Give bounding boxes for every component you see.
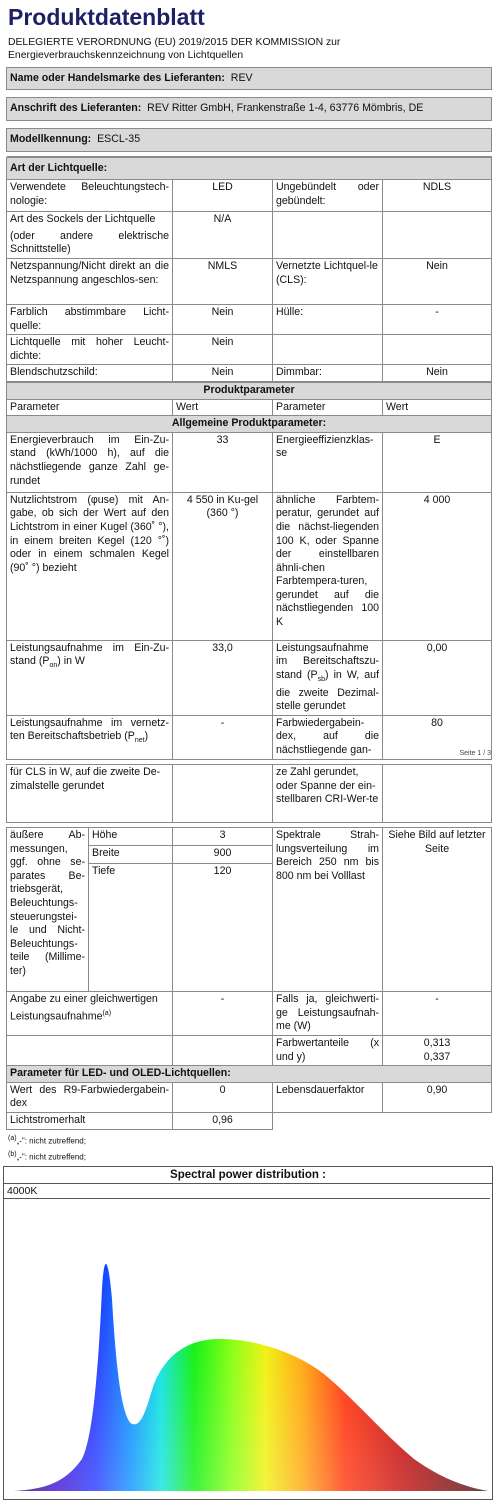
high-luminance-value: Nein: [173, 335, 273, 365]
cls-value: Nein: [383, 258, 492, 304]
spectral-value: Siehe Bild auf letzter Seite: [383, 828, 492, 992]
spd-title: Spectral power distribution :: [4, 1167, 492, 1184]
model-row: [7, 129, 492, 152]
dim-name-height: Höhe: [89, 828, 173, 846]
r9-label: Wert des R9-Farbwiedergabein-dex: [7, 1082, 173, 1112]
col-header-value: Wert: [173, 399, 273, 416]
dim-value-depth: 120: [173, 864, 273, 882]
product-params-table: [6, 382, 492, 760]
socket-label-2: (oder andere elektrische Schnittstelle): [10, 229, 169, 256]
tunable-value: Nein: [173, 304, 273, 334]
cri-value: 80: [383, 715, 492, 759]
power-standby-value: 0,00: [383, 640, 492, 715]
energy-label: Energieverbrauch im Ein-Zu-stand (kWh/1000 h), auf die nächstliegende ganze Zahl ge-rundet: [7, 432, 173, 492]
directional-value: NDLS: [383, 180, 492, 212]
cri-label: Farbwiedergabein-dex, auf die nächstliegende gan-: [273, 715, 383, 759]
cct-label: ähnliche Farbtem-peratur, gerundet auf die nächst-liegenden 100 K, oder Spanne der einstellbaren ähnli-chen Farbtempera-turen, gerundet auf die nächstliegenden 100 K: [273, 492, 383, 640]
survival-factor-value: 0,90: [383, 1082, 492, 1112]
dim-name-depth: Tiefe: [89, 864, 173, 882]
cri-cont-label: ze Zahl gerundet, oder Spanne der ein-stellbaren CRI-Wer-te: [273, 765, 383, 823]
tunable-label: Farblich abstimmbare Licht-quelle:: [7, 304, 173, 334]
page-number: Seite 1 / 3: [459, 750, 491, 757]
supplier-address-row: [7, 98, 492, 121]
page-1: [6, 0, 491, 760]
page-title: Produktdatenblatt: [8, 4, 205, 30]
equiv-power-label: Falls ja, gleichwerti-ge Leistungsaufnah-me (W): [273, 992, 383, 1036]
col-header-param: Parameter: [7, 399, 173, 416]
flux-value: 4 550 in Ku-gel (360 °): [173, 492, 273, 640]
supplier-name-value: REV: [230, 71, 253, 84]
chroma-value: [383, 1036, 492, 1066]
envelope-label: Hülle:: [273, 304, 383, 334]
cls-label: Vernetzte Lichtquel-le (CLS):: [273, 258, 383, 304]
spectral-label: Spektrale Strah-lungsverteilung im Bereich 250 nm bis 800 nm bei Volllast: [273, 828, 383, 992]
lumen-maintenance-value: 0,96: [173, 1112, 273, 1129]
col-header-param-2: Parameter: [273, 399, 383, 416]
energy-value: 33: [173, 432, 273, 492]
dim-name-width: Breite: [89, 846, 173, 864]
power-net-label: Leistungsaufnahme im vernetz-ten Bereitschaftsbetrieb $(P_{net})$: [7, 715, 173, 759]
dimmable-value: Nein: [383, 365, 492, 382]
equiv-power-value: -: [383, 992, 492, 1036]
page-2: [6, 764, 491, 1167]
survival-factor-label: Lebensdauerfaktor: [273, 1082, 383, 1112]
spectrum-graphic: [4, 1199, 492, 1497]
col-header-value-2: Wert: [383, 399, 492, 416]
power-net-value: -: [173, 715, 273, 759]
supplier-name-row: [7, 67, 492, 90]
intro-text: DELEGIERTE VERORDNUNG (EU) 2019/2015 DER KOMMISSION zur Energieverbrauchskennzeichnung von Lichtquellen: [8, 37, 341, 62]
flux-label: Nutzlichtstrom (φuse) mit An-gabe, ob sich der Wert auf den Lichtstrom in einer Kugel (360˚ °), in einem breiten Kegel (120 °˚) oder in einem schmalen Kegel (90˚ °) bezieht: [7, 492, 173, 640]
continued-table: [6, 764, 492, 1130]
socket-label: Art des Sockels der Lichtquelle: [10, 213, 156, 226]
general-params-header: Allgemeine Produktparameter:: [7, 416, 492, 433]
power-on-label: Leistungsaufnahme im Ein-Zu-stand $(P_{on})$ in W: [7, 640, 173, 715]
high-luminance-label: Lichtquelle mit hoher Leucht-dichte:: [7, 335, 173, 365]
dimmable-label: Dimmbar:: [273, 365, 383, 382]
supplier-name-label: Name oder Handelsmarke des Lieferanten:: [10, 71, 225, 84]
socket-value: N/A: [173, 212, 273, 259]
equiv-value: -: [173, 992, 273, 1036]
led-params-header: Parameter für LED- und OLED-Lichtquellen:: [7, 1066, 492, 1083]
glare-label: Blendschutzschild:: [7, 365, 173, 382]
mains-value: NMLS: [173, 258, 273, 304]
light-source-table: [6, 157, 492, 382]
dimensions-label: äußere Ab-messungen, ggf. ohne se-parates Be-triebsgerät, Beleuchtungs-steuerungstei-le und Nicht-Beleuchtungs-teile (Millime-ter): [7, 828, 89, 992]
r9-value: 0: [173, 1082, 273, 1112]
equiv-label: Angabe zu einer gleichwertigen Leistungsaufnahme$^{(a)}$: [7, 992, 173, 1036]
cct-value: 4 000: [383, 492, 492, 640]
supplier-address-label: Anschrift des Lieferanten:: [10, 102, 142, 115]
spd-cct-label: 4000K: [4, 1184, 490, 1199]
power-standby-label: Leistungsaufnahme im Bereitschaftszu-stand $(P_{sb})$ in W, auf die zweite Dezimal-stelle gerundet: [273, 640, 383, 715]
chroma-label: Farbwertanteile (x und y): [273, 1036, 383, 1066]
lumen-maintenance-label: Lichtstromerhalt: [7, 1112, 173, 1129]
envelope-value: -: [383, 304, 492, 334]
tech-value: LED: [173, 180, 273, 212]
model-value: ESCL-35: [97, 133, 141, 145]
net-cont-label: für CLS in W, auf die zweite De-zimalstelle gerundet: [7, 765, 173, 823]
directional-label: Ungebündelt oder gebündelt:: [273, 180, 383, 212]
chroma-x: 0,313: [423, 1037, 451, 1049]
efficiency-class-value: E: [383, 432, 492, 492]
product-params-header: Produktparameter: [7, 382, 492, 399]
spectral-power-distribution: [3, 1166, 493, 1500]
footnote-b: $^{(b)}$„-": nicht zutreffend;: [8, 1151, 86, 1162]
supplier-table: [6, 67, 492, 157]
footnote-a: $^{(a)}$„-": nicht zutreffend;: [8, 1134, 86, 1146]
efficiency-class-label: Energieeffizienzklas-se: [273, 432, 383, 492]
light-source-header: Art der Lichtquelle:: [7, 157, 492, 180]
supplier-address-value: REV Ritter GmbH, Frankenstraße 1-4, 63776 Mömbris, DE: [147, 102, 424, 115]
chroma-y: 0,337: [423, 1050, 451, 1063]
power-on-value: 33,0: [173, 640, 273, 715]
mains-label: Netzspannung/Nicht direkt an die Netzspannung angeschlos-sen:: [7, 258, 173, 304]
footnotes: [6, 1130, 491, 1167]
dim-value-height: 3: [173, 828, 273, 846]
glare-value: Nein: [173, 365, 273, 382]
tech-label: Verwendete Beleuchtungstech-nologie:: [7, 180, 173, 212]
socket-cell: [7, 212, 173, 259]
model-label: Modellkennung:: [10, 133, 92, 145]
dim-value-width: 900: [173, 846, 273, 864]
